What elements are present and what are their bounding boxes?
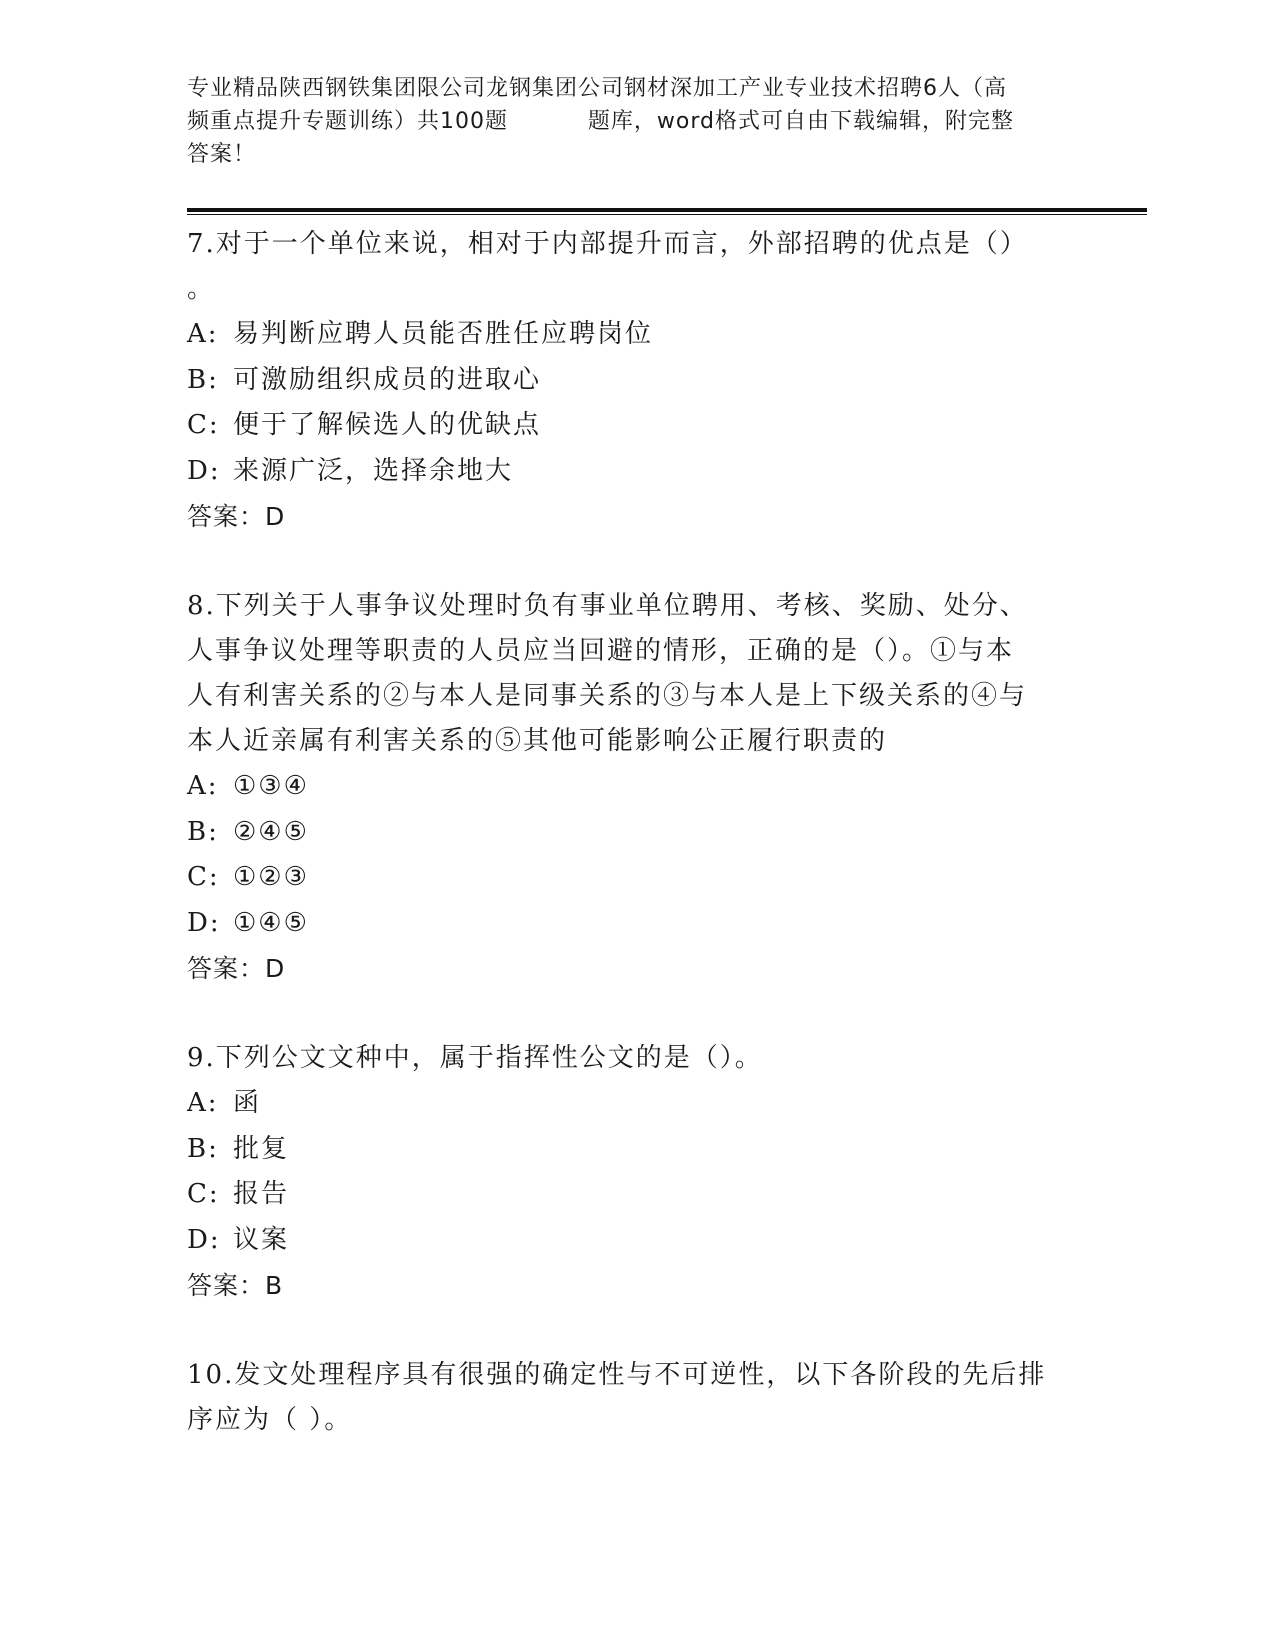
option-text: 来源广泛，选择余地大 <box>233 455 514 486</box>
option-text: ①③④ <box>233 771 309 801</box>
option-text: 议案 <box>233 1224 290 1255</box>
question-block <box>187 584 1087 1036</box>
answer-key: 答案：D <box>187 954 286 983</box>
option-text: 报告 <box>233 1179 290 1209</box>
option-letter: A: <box>187 1088 219 1118</box>
answer-option <box>187 1172 1087 1218</box>
question-text: 10.发文处理程序具有很强的确定性与不可逆性，以下各阶段的先后排 <box>187 1360 1047 1390</box>
option-letter: D: <box>187 907 221 938</box>
option-letter: C: <box>187 862 220 892</box>
question-text: 人有利害关系的②与本人是同事关系的③与本人是上下级关系的④与 <box>187 681 1028 711</box>
option-letter: B: <box>187 364 219 395</box>
option-text: 批复 <box>233 1133 290 1164</box>
answer-key: 答案：B <box>187 1271 284 1300</box>
answer-option <box>187 1127 1087 1173</box>
question-text: 。 <box>187 274 216 304</box>
option-text: 可激励组织成员的进取心 <box>233 364 542 395</box>
option-letter: D: <box>187 1224 221 1255</box>
option-letter: C: <box>187 410 220 440</box>
option-letter: D: <box>187 455 221 486</box>
option-text: 易判断应聘人员能否胜任应聘岗位 <box>233 319 654 349</box>
question-text: 人事争议处理等职责的人员应当回避的情形，正确的是（）。①与本 <box>187 636 1015 666</box>
header-line: 专业精品陕西钢铁集团限公司龙钢集团公司钢材深加工产业专业技术招聘6人（高 <box>187 76 1007 101</box>
spacer <box>187 991 1087 1036</box>
answer-option <box>187 1081 1087 1127</box>
option-text: 便于了解候选人的优缺点 <box>233 410 542 440</box>
option-letter: C: <box>187 1179 220 1209</box>
answer-option <box>187 901 1087 947</box>
answer-option <box>187 764 1087 810</box>
spacer <box>187 539 1087 584</box>
answer-option <box>187 810 1087 856</box>
document-header <box>187 72 1087 171</box>
spacer <box>187 1308 1087 1353</box>
option-text: ①②③ <box>233 862 309 892</box>
question-block <box>187 222 1087 584</box>
header-divider <box>187 208 1147 212</box>
header-line: 答案！ <box>187 142 257 167</box>
header-line: 频重点提升专题训练）共100题 题库，word格式可自由下载编辑，附完整 <box>187 109 1015 134</box>
question-block <box>187 1036 1087 1353</box>
option-text: ②④⑤ <box>233 816 309 847</box>
option-letter: A: <box>187 319 219 349</box>
question-text: 8.下列关于人事争议处理时负有事业单位聘用、考核、奖励、处分、 <box>187 591 1028 621</box>
answer-option <box>187 855 1087 901</box>
question-text: 序应为（ ）。 <box>187 1405 353 1435</box>
option-letter: B: <box>187 816 219 847</box>
question-text: 9.下列公文文种中，属于指挥性公文的是（）。 <box>187 1043 763 1073</box>
answer-option <box>187 449 1087 495</box>
question-text: 7.对于一个单位来说，相对于内部提升而言，外部招聘的优点是（） <box>187 229 1028 259</box>
answer-option <box>187 312 1087 358</box>
header-divider-thin <box>187 214 1147 215</box>
answer-option <box>187 1218 1087 1264</box>
answer-option <box>187 403 1087 449</box>
answer-key: 答案：D <box>187 502 286 531</box>
option-letter: B: <box>187 1133 219 1164</box>
option-letter: A: <box>187 771 219 801</box>
question-block <box>187 1353 1087 1443</box>
answer-option <box>187 358 1087 404</box>
question-list <box>187 222 1087 1443</box>
question-text: 本人近亲属有利害关系的⑤其他可能影响公正履行职责的 <box>187 726 888 756</box>
option-text: ①④⑤ <box>233 907 309 938</box>
option-text: 函 <box>233 1088 262 1118</box>
